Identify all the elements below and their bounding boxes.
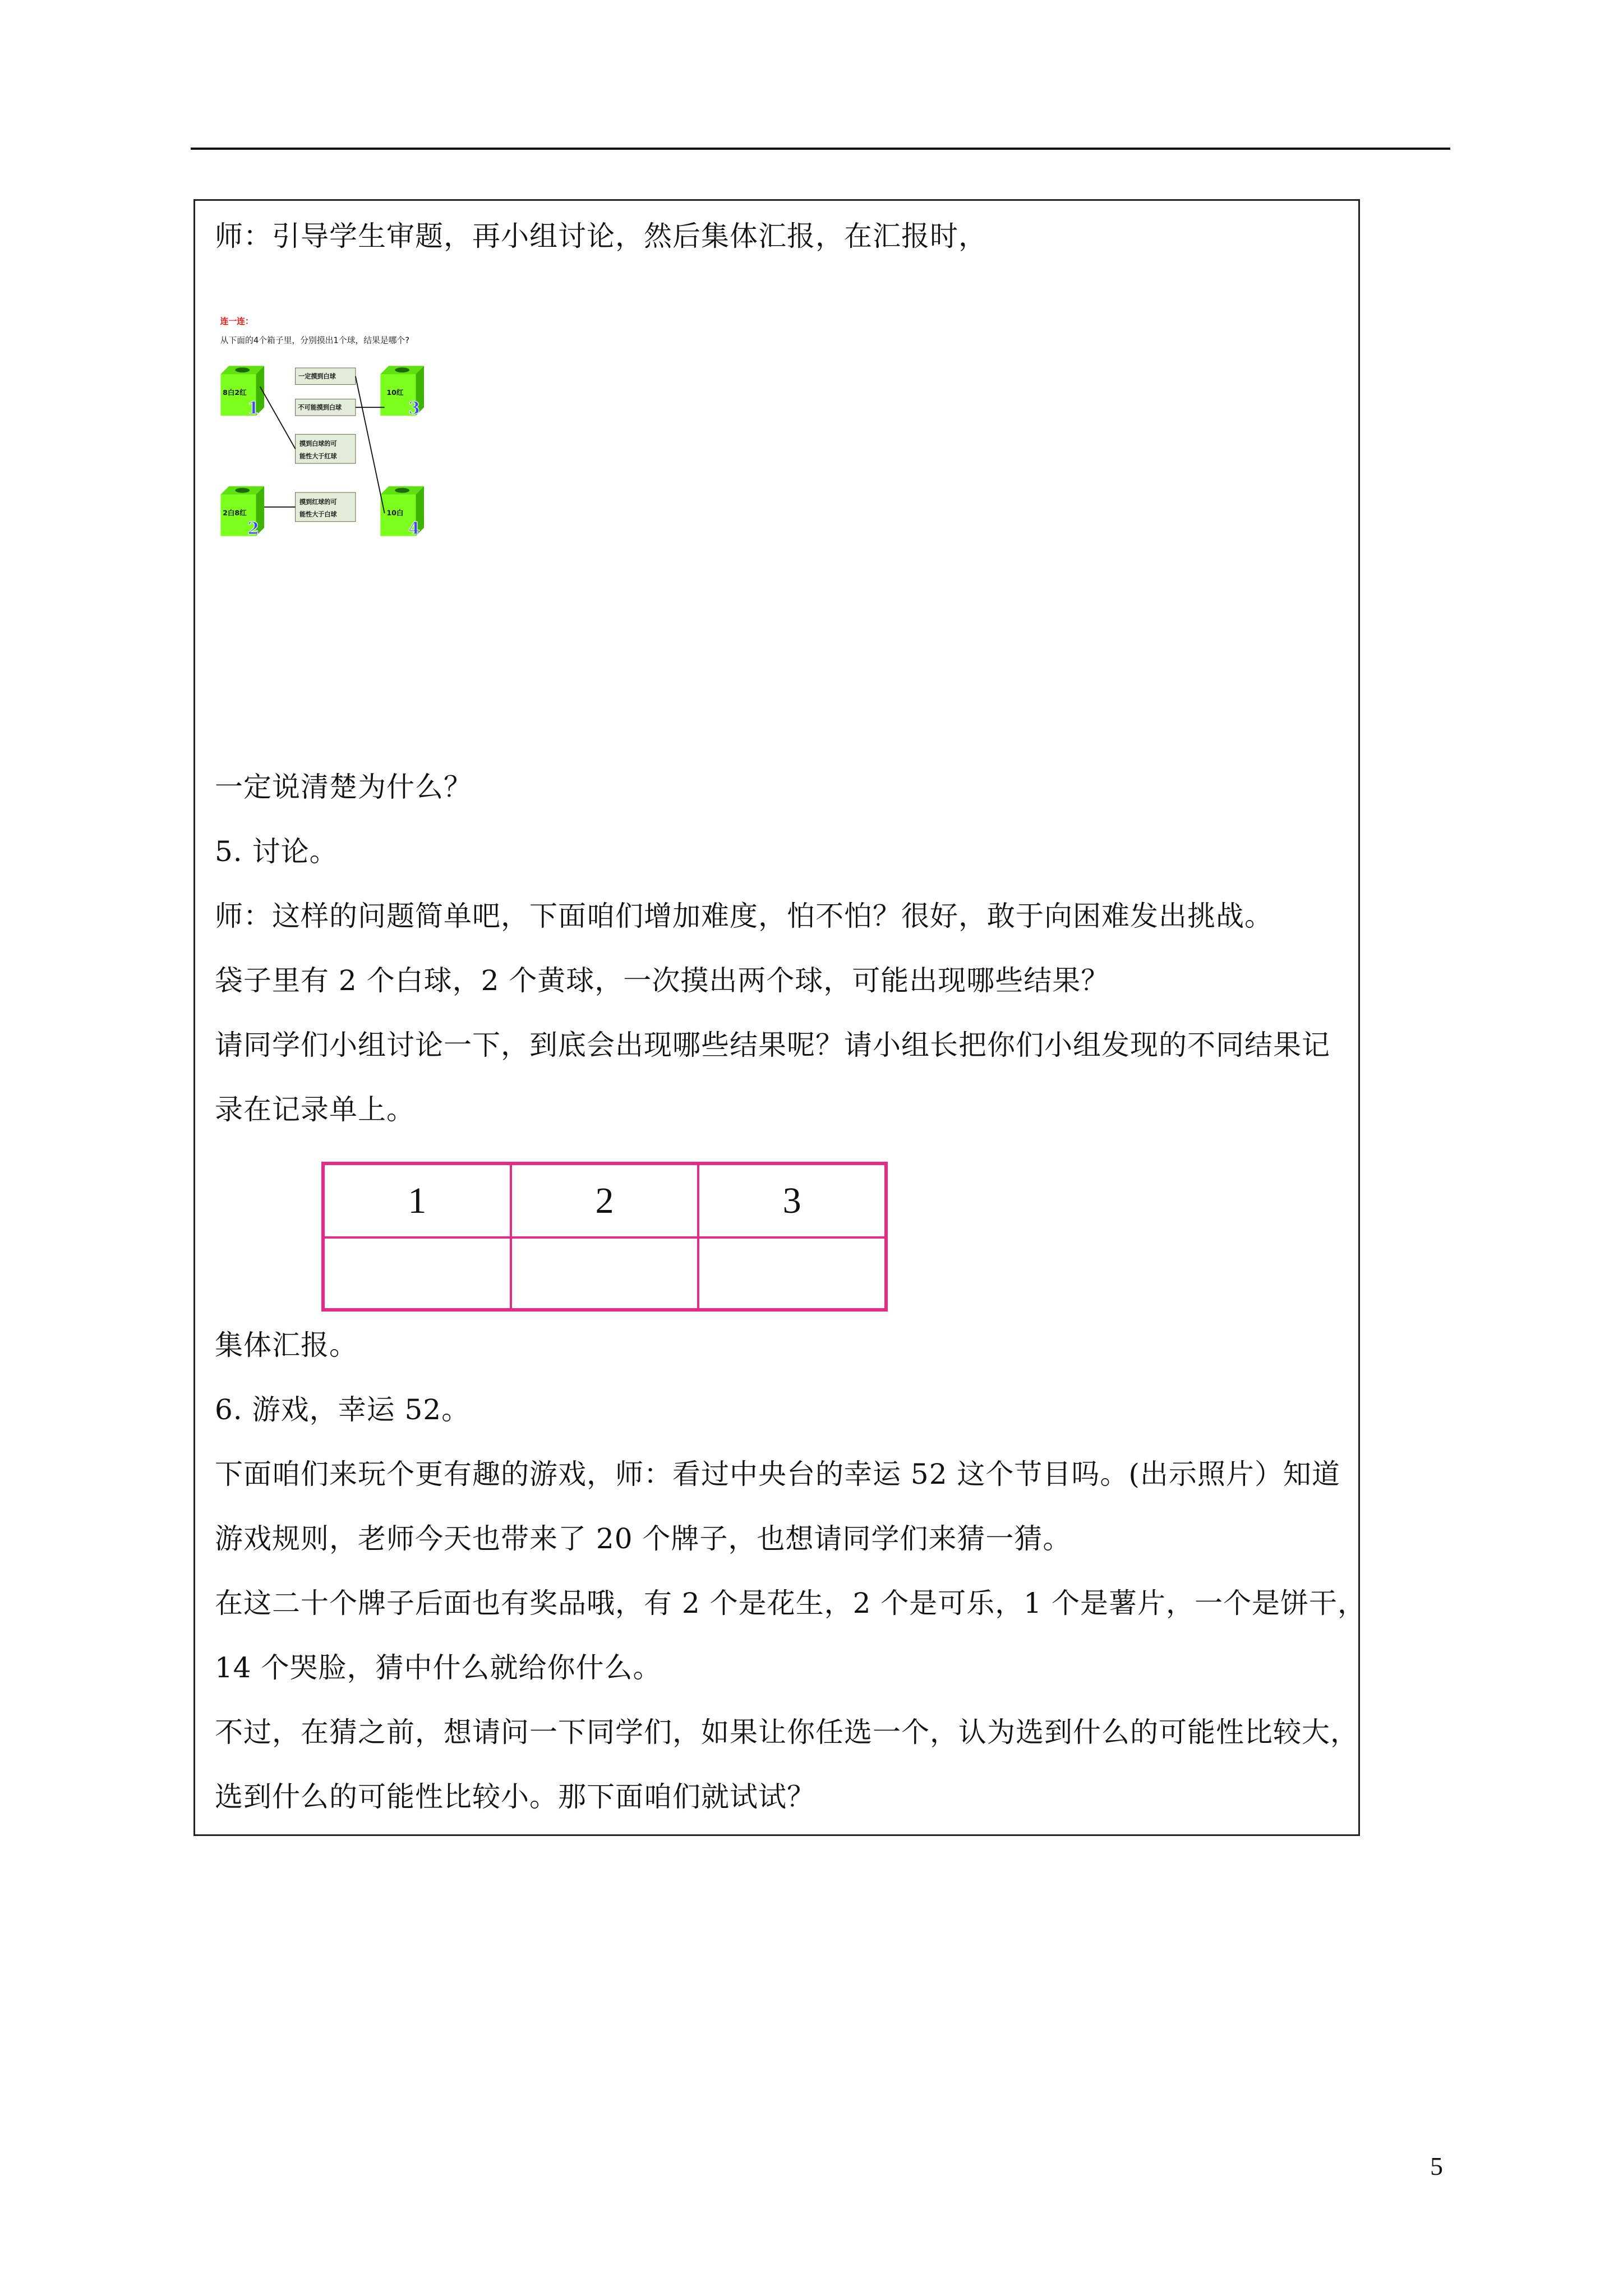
option-2 bbox=[296, 399, 356, 416]
box-1 bbox=[220, 366, 264, 417]
page-number: 5 bbox=[1430, 2152, 1443, 2180]
record-header-cell: 3 bbox=[698, 1163, 886, 1237]
record-header-cell: 1 bbox=[323, 1163, 511, 1237]
record-header-cell: 2 bbox=[511, 1163, 699, 1237]
box-3 bbox=[380, 366, 424, 417]
paragraph: 14 个哭脸，猜中什么就给你什么。 bbox=[215, 1651, 662, 1684]
option-1-text: 一定摸到白球 bbox=[298, 372, 336, 380]
diagram-instruction: 从下面的4个箱子里，分别摸出1个球，结果是哪个? bbox=[220, 335, 410, 346]
matching-diagram bbox=[216, 312, 424, 551]
content-box bbox=[193, 199, 1367, 1836]
paragraph: 师：引导学生审题，再小组讨论，然后集体汇报，在汇报时， bbox=[215, 220, 987, 252]
connector-line bbox=[356, 376, 385, 513]
header-rule bbox=[191, 148, 1450, 150]
box-3-label: 10红 bbox=[386, 388, 404, 397]
box-2 bbox=[220, 486, 264, 538]
paragraph: 请同学们小组讨论一下，到底会出现哪些结果呢？请小组长把你们小组发现的不同结果记 bbox=[215, 1029, 1330, 1061]
paragraph: 游戏规则，老师今天也带来了 20 个牌子，也想请同学们来猜一猜。 bbox=[215, 1522, 1072, 1555]
box-1-number: 1 bbox=[247, 398, 260, 418]
box-4-label: 10白 bbox=[386, 508, 404, 517]
paragraph: 一定说清楚为什么？ bbox=[215, 771, 472, 803]
paragraph: 选到什么的可能性比较小。那下面咱们就试试？ bbox=[215, 1780, 815, 1813]
option-3-line1: 摸到白球的可 bbox=[299, 440, 337, 448]
option-2-text: 不可能摸到白球 bbox=[298, 403, 342, 411]
box-3-number: 3 bbox=[408, 398, 420, 418]
paragraph: 下面咱们来玩个更有趣的游戏，师：看过中央台的幸运 52 这个节目吗。(出示照片）知道 bbox=[215, 1458, 1340, 1490]
paragraph: 6. 游戏，幸运 52。 bbox=[215, 1393, 471, 1426]
paragraph: 袋子里有 2 个白球，2 个黄球，一次摸出两个球，可能出现哪些结果？ bbox=[215, 964, 1110, 997]
paragraph: 师：这样的问题简单吧，下面咱们增加难度，怕不怕？很好，敢于向困难发出挑战。 bbox=[215, 900, 1273, 932]
connector-line bbox=[260, 386, 296, 449]
option-3 bbox=[296, 434, 356, 463]
box-2-number: 2 bbox=[247, 518, 260, 538]
diagram-title: 连一连： bbox=[220, 316, 253, 326]
box-4-number: 4 bbox=[408, 518, 420, 538]
paragraph: 录在记录单上。 bbox=[215, 1093, 415, 1126]
option-4-line2: 能性大于白球 bbox=[299, 510, 337, 518]
option-4-line1: 摸到红球的可 bbox=[299, 498, 337, 506]
option-3-line2: 能性大于红球 bbox=[299, 452, 337, 460]
box-4 bbox=[380, 486, 424, 538]
record-table bbox=[321, 1162, 888, 1312]
box-1-label: 8白2红 bbox=[223, 388, 247, 397]
box-2-label: 2白8红 bbox=[223, 508, 247, 517]
record-cell bbox=[323, 1237, 511, 1310]
matching-diagram-svg bbox=[216, 312, 424, 551]
option-1 bbox=[296, 368, 356, 385]
paragraph: 5. 讨论。 bbox=[215, 835, 338, 868]
paragraph: 在这二十个牌子后面也有奖品哦，有 2 个是花生，2 个是可乐，1 个是薯片，一个是饼干， bbox=[215, 1587, 1367, 1619]
paragraph: 不过，在猜之前，想请问一下同学们，如果让你任选一个，认为选到什么的可能性比较大， bbox=[215, 1716, 1359, 1749]
record-cell bbox=[698, 1237, 886, 1310]
option-4 bbox=[296, 493, 356, 522]
paragraph: 集体汇报。 bbox=[215, 1329, 358, 1361]
record-cell bbox=[511, 1237, 699, 1310]
